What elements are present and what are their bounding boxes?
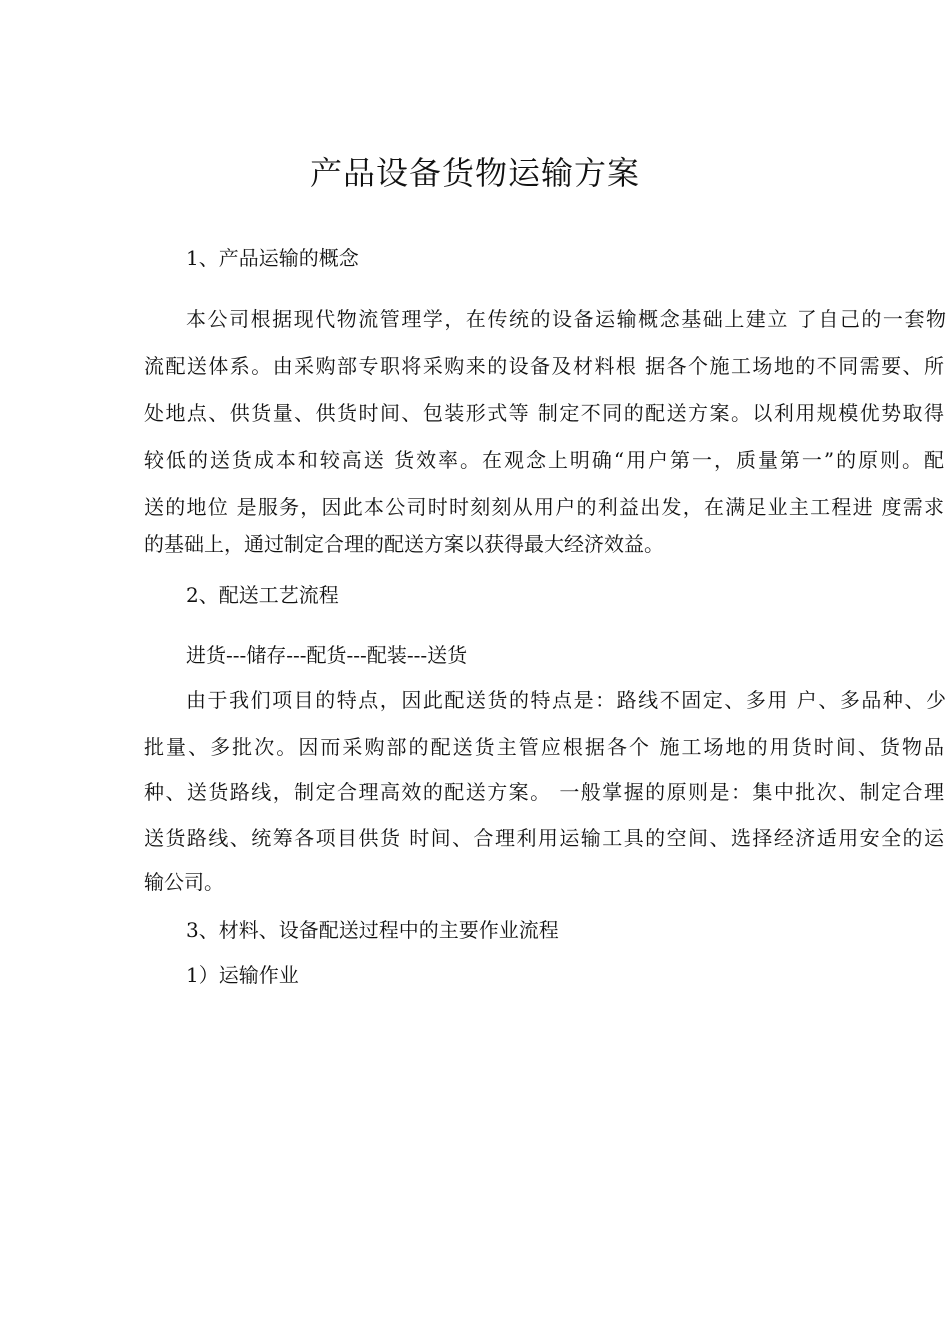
paragraph-line: 批量、多批次。因而采购部的配送货主管应根据各个 施工场地的用货时间、货物品 bbox=[144, 735, 944, 759]
paragraph-line: 处地点、供货量、供货时间、包装形式等 制定不同的配送方案。以利用规模优势取得 bbox=[144, 401, 944, 425]
section-heading: 3、材料、设备配送过程中的主要作业流程 bbox=[186, 918, 559, 942]
paragraph-line: 送的地位 是服务，因此本公司时时刻刻从用户的利益出发，在满足业主工程进 度需求 bbox=[144, 495, 944, 519]
paragraph-line: 输公司。 bbox=[144, 870, 224, 894]
subsection-heading: 1）运输作业 bbox=[186, 963, 299, 987]
paragraph-line: 由于我们项目的特点，因此配送货的特点是：路线不固定、多用 户、多品种、少 bbox=[186, 688, 946, 712]
paragraph-line: 本公司根据现代物流管理学，在传统的设备运输概念基础上建立 了自己的一套物 bbox=[186, 307, 946, 331]
section-heading: 2、配送工艺流程 bbox=[186, 583, 339, 607]
document-title: 产品设备货物运输方案 bbox=[309, 154, 640, 192]
section-heading: 1、产品运输的概念 bbox=[186, 246, 359, 270]
paragraph-line: 较低的送货成本和较高送 货效率。在观念上明确“用户第一，质量第一”的原则。配 bbox=[144, 448, 944, 472]
paragraph-line: 流配送体系。由采购部专职将采购来的设备及材料根 据各个施工场地的不同需要、所 bbox=[144, 354, 944, 378]
paragraph-line: 的基础上，通过制定合理的配送方案以获得最大经济效益。 bbox=[144, 532, 664, 556]
process-flow: 进货---储存---配货---配装---送货 bbox=[186, 643, 468, 667]
paragraph-line: 种、送货路线，制定合理高效的配送方案。 一般掌握的原则是：集中批次、制定合理 bbox=[144, 780, 944, 804]
paragraph-line: 送货路线、统筹各项目供货 时间、合理利用运输工具的空间、选择经济适用安全的运 bbox=[144, 826, 944, 850]
